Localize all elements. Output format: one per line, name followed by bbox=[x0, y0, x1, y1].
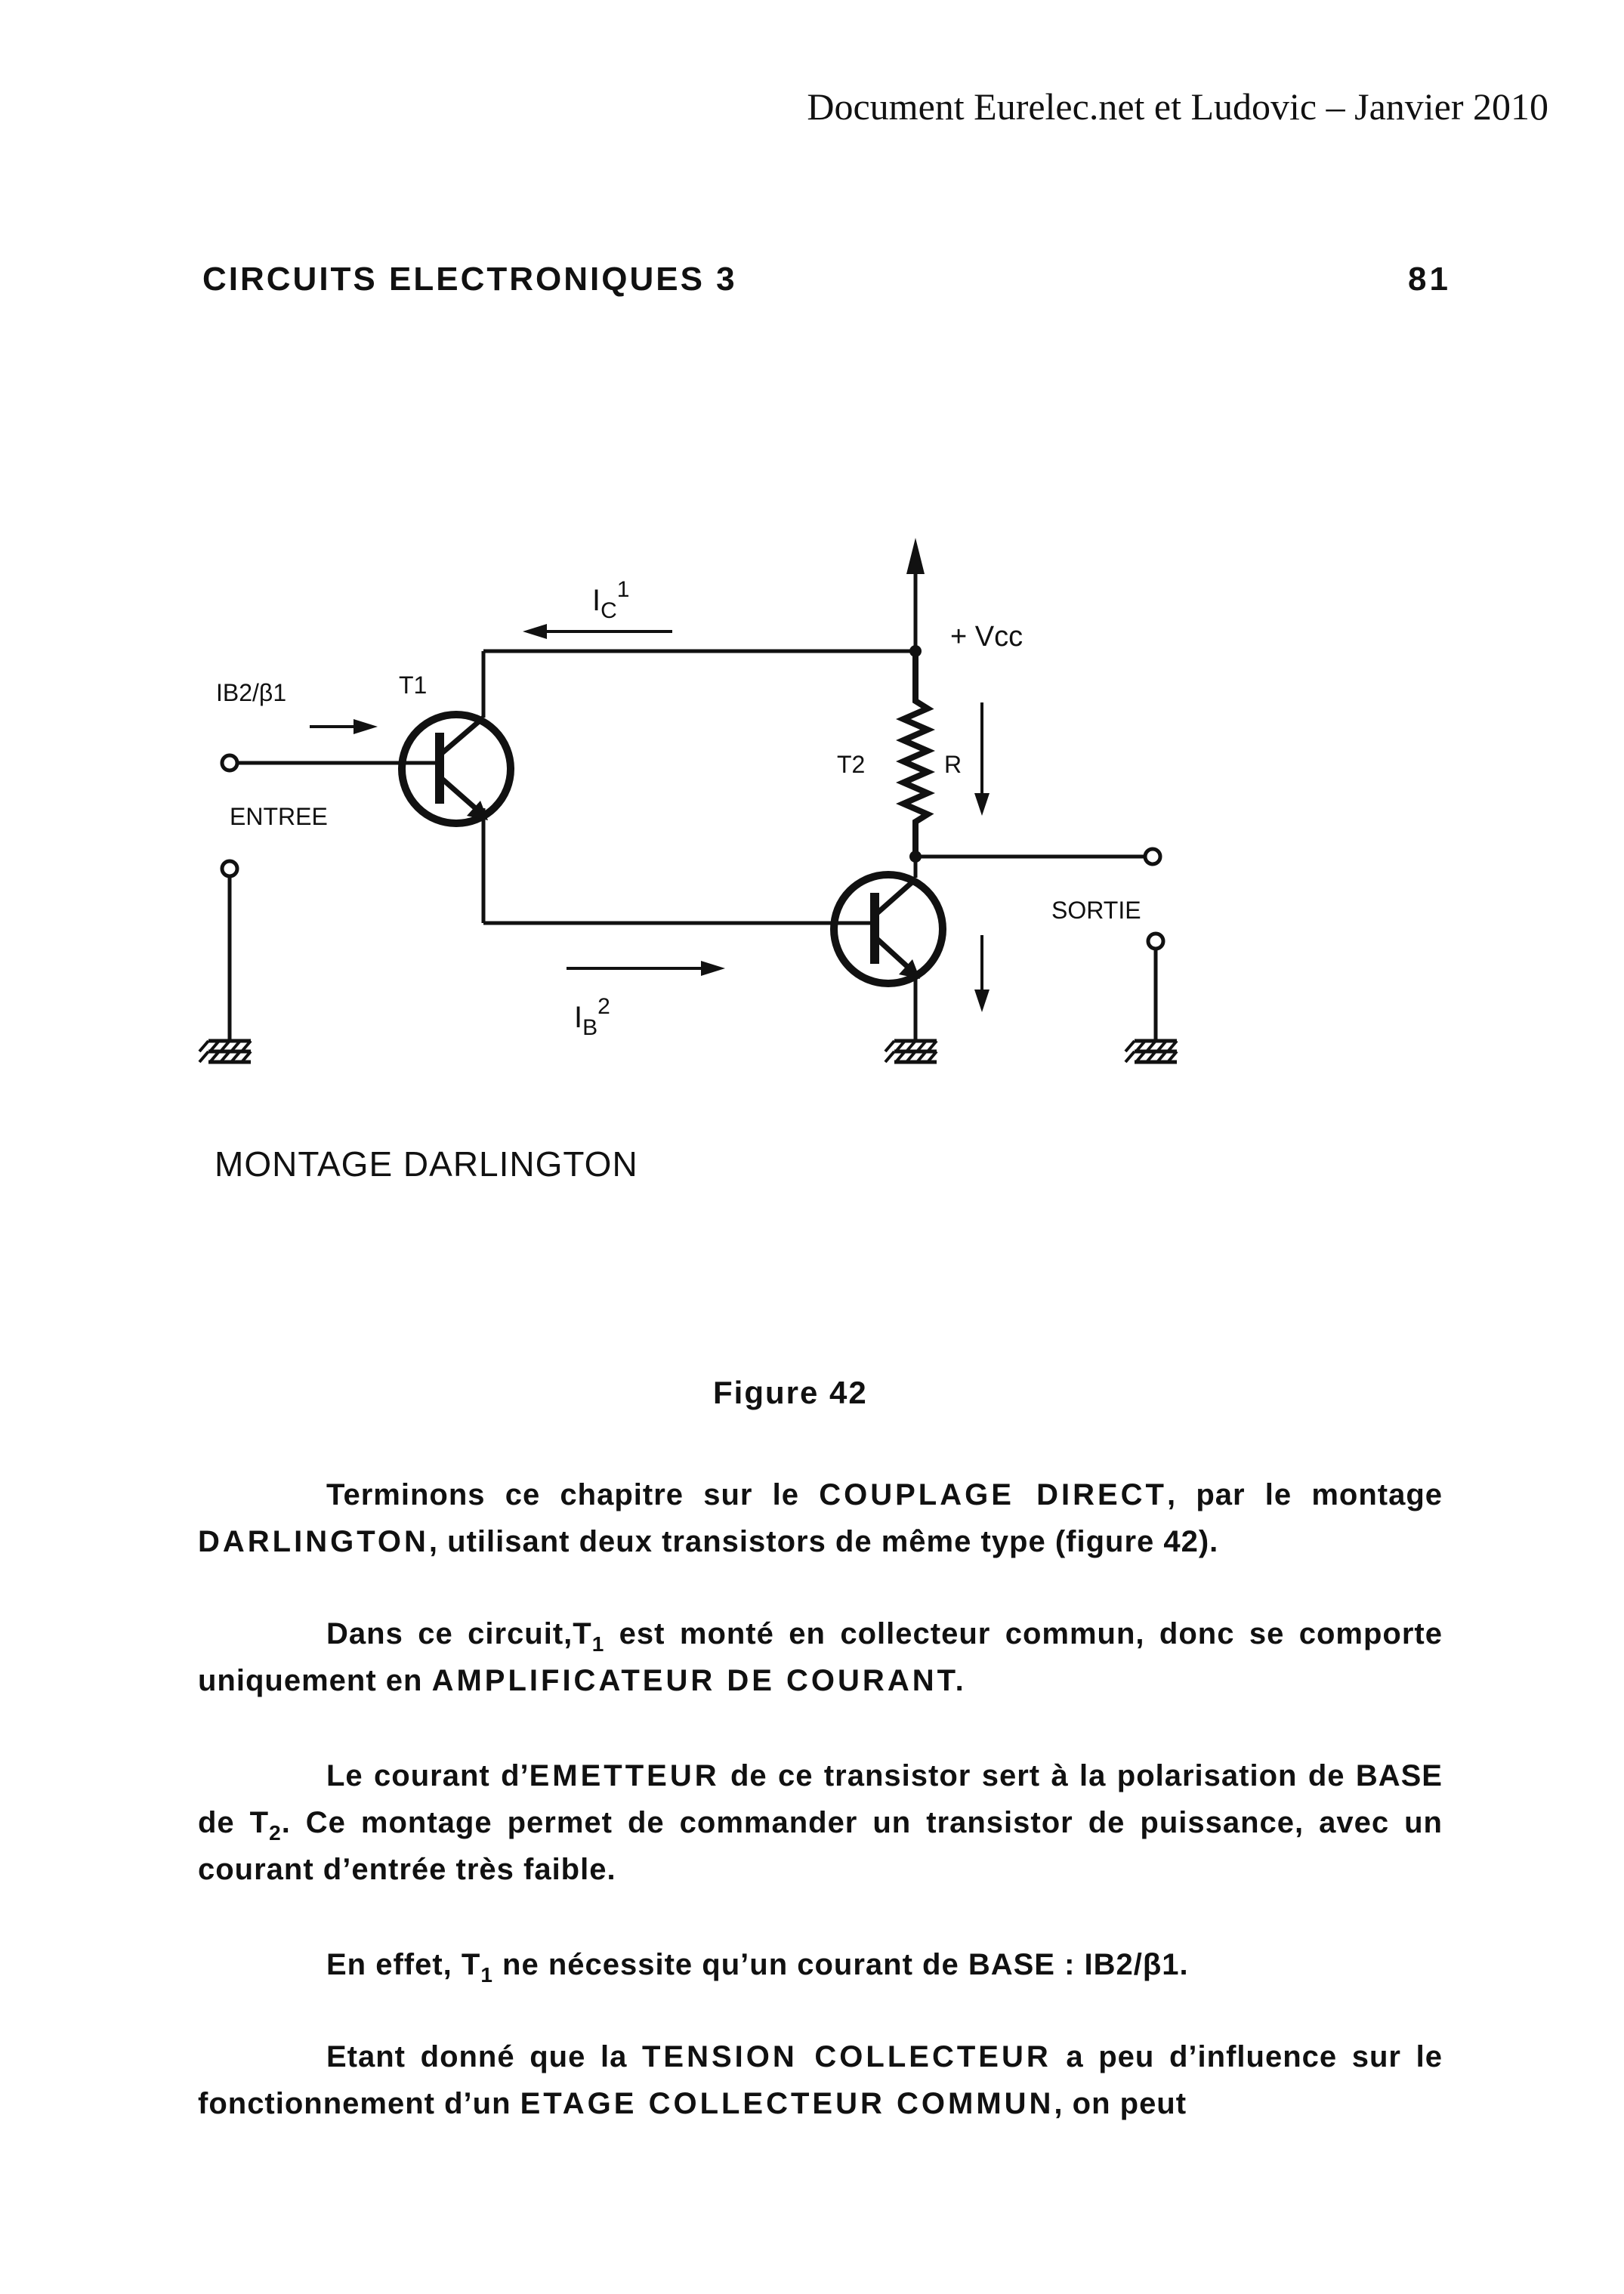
vcc-rail bbox=[483, 538, 925, 657]
ib2-label: $I_B^2$ bbox=[574, 994, 610, 1040]
paragraph-5: Etant donné que la TENSION COLLECTEUR a peu d’influence sur le fonctionnement d’un ETAGE COLLECTEUR COMMUN, on peut bbox=[198, 2040, 1443, 2120]
r-label: R bbox=[944, 751, 962, 778]
output-ground-terminal bbox=[1148, 934, 1163, 949]
paragraph-3: Le courant d’EMETTEUR de ce transistor sert à la polarisation de BASE de $T_2$. Ce montage permet de commander un transistor de puissance, avec un courant d’entrée très faible. bbox=[198, 1759, 1443, 1886]
t2-ground-symbol bbox=[885, 1041, 937, 1062]
paragraph-2: Dans ce $circuit,T_1$ est monté en collecteur commun, donc se comporte uniquement en AMPLIFICATEUR DE COURANT. bbox=[198, 1617, 1443, 1697]
input-ground-terminal bbox=[222, 861, 237, 876]
t2-label: T2 bbox=[837, 751, 866, 778]
transistor-t2 bbox=[834, 875, 943, 983]
input-ground-symbol bbox=[199, 1041, 251, 1062]
input-terminal bbox=[222, 755, 237, 770]
ib2-arrow bbox=[567, 961, 725, 976]
ic1-label: $I_C^1$ bbox=[592, 577, 630, 623]
figure-title: MONTAGE DARLINGTON bbox=[215, 1144, 638, 1184]
t1-label: T1 bbox=[399, 672, 428, 699]
emitter-current-arrow bbox=[974, 935, 990, 1012]
entree-label: ENTREE bbox=[230, 803, 328, 830]
page-number: 81 bbox=[1408, 261, 1451, 298]
resistor-r bbox=[903, 651, 928, 855]
input-current-arrow bbox=[310, 719, 378, 734]
document-watermark: Document Eurelec.net et Ludovic – Janvier 2010 bbox=[807, 85, 1548, 128]
transistor-t1 bbox=[402, 715, 511, 823]
output-ground-symbol bbox=[1125, 1041, 1177, 1062]
darlington-circuit-diagram bbox=[0, 0, 1624, 1133]
sortie-label: SORTIE bbox=[1051, 897, 1141, 924]
ic1-arrow bbox=[523, 624, 672, 639]
paragraph-1: Terminons ce chapitre sur le COUPLAGE DIRECT, par le montage DARLINGTON, utilisant deux transistors de même type (figure 42). bbox=[198, 1478, 1443, 1558]
input-current-label: IB2/β1 bbox=[216, 679, 287, 706]
vcc-label: + Vcc bbox=[950, 621, 1023, 653]
running-title: CIRCUITS ELECTRONIQUES 3 bbox=[202, 261, 737, 298]
resistor-current-arrow bbox=[974, 702, 990, 816]
paragraph-4: En effet, $T_1$ ne nécessite qu’un courant de BASE : IB2/β1. bbox=[326, 1948, 1189, 1987]
output-terminal bbox=[1145, 849, 1160, 864]
figure-caption: Figure 42 bbox=[713, 1375, 868, 1410]
